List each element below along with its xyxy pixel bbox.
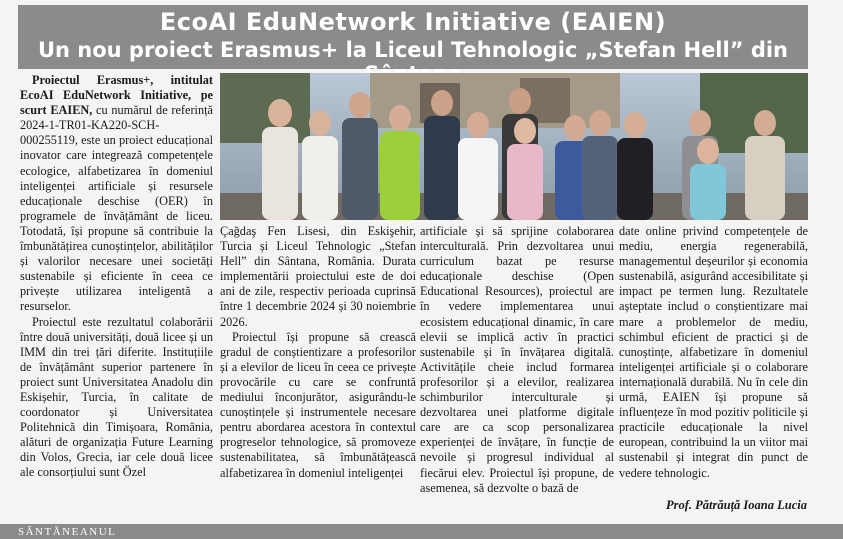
column-4-continuation: date online privind competențele de mediu, energia regenerabilă, managementul deșeurilor și economia sustenabilă, asigurând accesibilitate și impact pe termen lung. Rezultatele așteptate includ o conștientizare mai mare a problemelor de mediu, schimbul eficient de practici și de cunoștințe, alfabetizare în domeniul inteligenței artificiale și o colaborare internațională durabilă. Nu în cele din urmă, EAIEN își propune să influențeze în mod pozitiv politicile și practicile educaționale la nivel european, contribuind la un viitor mai sustenabil și integrat din punct de vedere tehnologic. [619,224,808,480]
column-3-continuation: artificiale și să sprijine colaborarea interculturală. Prin dezvoltarea unui curriculum bazat pe resurse educaționale deschise (Open Educational Resources), proiectul are în vedere implementarea unui ecosistem educațional dinamic, în care elevii se implică activ în practici sustenabile și în învățarea digitală. Activitățile cheie includ formarea profesorilor și a elevilor, realizarea schimburilor interculturale și dezvoltarea unei platforme digitale care are ca scop personalizarea experienței de învățare, în funcție de nevoile și progresul individual al fiecărui elev. Proiectul își propune, de asemenea, să dezvolte o bază de [420,224,614,495]
footer-band [0,524,843,539]
column-3 [420,224,614,496]
publication-name: SÂNTĂNEANUL [18,526,117,538]
intro-bold: Proiectul Erasmus+, intitulat EcoAI EduNetwork Initiative, pe scurt EAIEN, [20,73,213,118]
column-2-continuation: Çağdaş Fen Lisesi, din Eskişehir, Turcia și Liceul Tehnologic „Stefan Hell” din Sântana, România. Durata implementării proiectului este de doi ani de zile, respectiv perioada cuprinsă între 1 decembrie 2024 și 30 noiembrie 2026. [220,224,416,329]
group-photo-illustration [220,73,808,220]
column-1 [20,73,213,481]
intro-paragraph [20,73,213,315]
author-signature: Prof. Pătrăuță Ioana Lucia [666,498,807,512]
objectives-paragraph: Proiectul își propune să crească gradul de conștientizare a profesorilor și a elevilor de liceu în ceea ce privește provocările cu care se confruntă mediului înconjurător, asigurându-le cunoștințele și instrumentele necesare pentru abordarea acestora în contextul progreselor tehnologice, să promoveze sustenabilitatea, să îmbunătățească alfabetizarea în domeniul inteligenței [220,329,416,480]
article-subtitle: Un nou proiect Erasmus+ la Liceul Tehnologic „Stefan Hell” din [37,38,789,62]
article-title: EcoAI EduNetwork Initiative (EAIEN) [159,8,667,36]
partners-paragraph: Proiectul este rezultatul colaborării între două universități, două licee și un IMM din trei țări diferite. Instituțiile de învățământ superior partenere în proiect sunt Universitatea Anadolu din Eskișehir, Turcia, în calitate de coordonator și Universitatea Politehnică din Timișoara, România, alături de organizația Future Learning din Volos, Grecia, iar cele două licee ale consorțiului sunt Özel [20,314,213,480]
group-photo [220,73,808,220]
intro-text: cu numărul de referință 2024-1-TR01-KA220-SCH-000255119, este un proiect educațional inovator care integrează competențele ecologice, alfabetizarea în domeniul inteligenței artificiale și resursele educaționale deschise (OER) în programele de învățământ de liceu. Totodată, își propune să contribuie la îmbunătățirea cunoștințelor, abilităților și valorilor necesare unei societăți sustenabile și eficiente în ceea ce privește utilizarea inteligentă a resurselor. [20,103,213,314]
column-4 [619,224,808,481]
column-2 [220,224,416,481]
